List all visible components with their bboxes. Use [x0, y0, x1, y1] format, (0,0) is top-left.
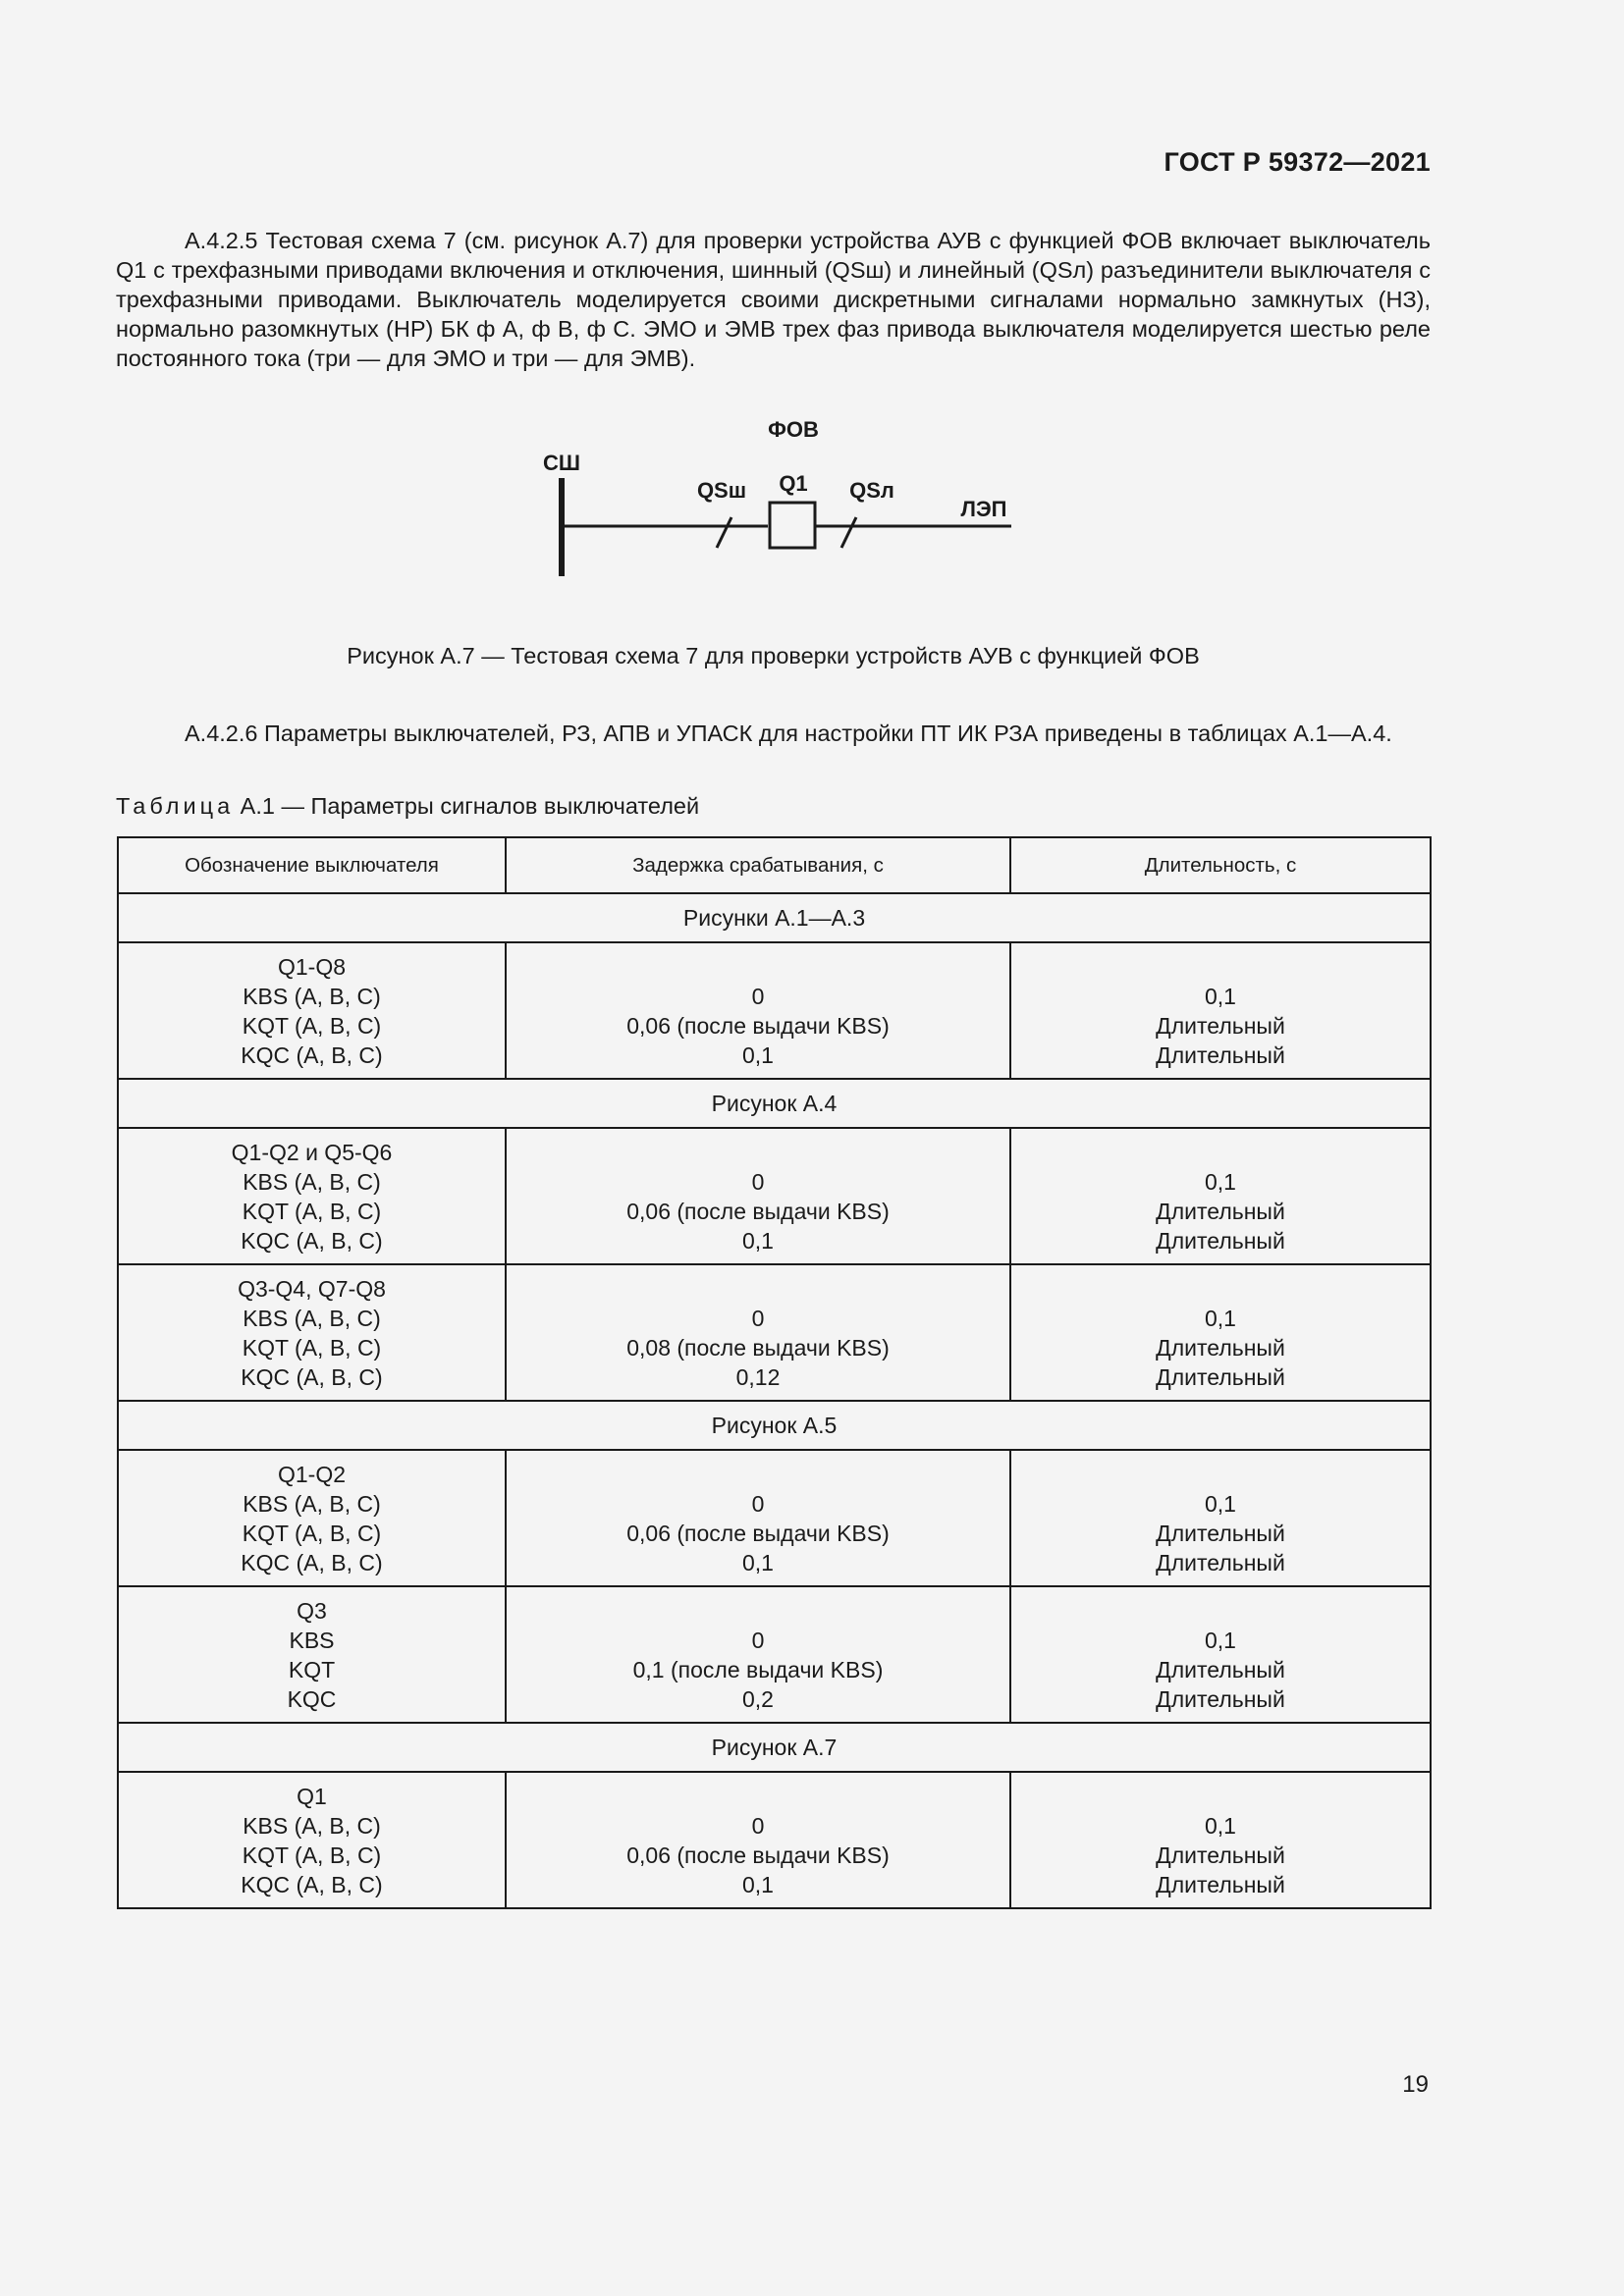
cell-line: Длительный [1156, 1012, 1285, 1039]
table-header-row [118, 837, 1431, 893]
cell-line: Длительный [1156, 1685, 1285, 1712]
breaker-label: Q1 [779, 471, 808, 496]
table-row [118, 1450, 1431, 1586]
section-row [118, 1723, 1431, 1772]
cell-line: 0,1 [1205, 1490, 1236, 1517]
cell-line: KQC (A, B, C) [241, 1871, 383, 1897]
cell-line: Длительный [1156, 1520, 1285, 1546]
paragraph-a-4-2-6 [116, 719, 1431, 748]
cell-line: KBS (A, B, C) [243, 1490, 381, 1517]
cell-line: 0,1 [1205, 1627, 1236, 1653]
header-delay: Задержка срабатывания, с [506, 837, 1010, 893]
cell-designation [118, 1586, 506, 1723]
cell-line: KQT (A, B, C) [242, 1334, 382, 1361]
cell-designation [118, 1772, 506, 1908]
cell-line: 0,1 [1205, 1812, 1236, 1839]
section-title: Рисунок А.5 [118, 1401, 1431, 1450]
cell-spacer [1011, 1274, 1430, 1304]
cell-line: Длительный [1156, 1041, 1285, 1068]
cell-line: Q3 [297, 1597, 327, 1624]
paragraph-a-4-2-5 [116, 226, 1431, 373]
table-row [118, 1264, 1431, 1401]
cell-line: Q1-Q2 и Q5-Q6 [231, 1139, 393, 1165]
cell-duration [1010, 942, 1431, 1079]
cell-line: Q3-Q4, Q7-Q8 [238, 1275, 386, 1302]
header-designation: Обозначение выключателя [118, 837, 506, 893]
cell-delay [506, 1128, 1010, 1264]
cell-delay [506, 1772, 1010, 1908]
header-duration: Длительность, с [1010, 837, 1431, 893]
cell-spacer [507, 1460, 1009, 1489]
cell-delay [506, 1450, 1010, 1586]
table-row [118, 942, 1431, 1079]
line-disconnector-symbol [841, 517, 856, 548]
cell-line: 0 [751, 1490, 765, 1517]
cell-line: 0 [751, 1305, 765, 1331]
cell-line: 0,2 [742, 1685, 774, 1712]
cell-line: Длительный [1156, 1656, 1285, 1682]
cell-line: KBS (A, B, C) [243, 983, 381, 1009]
cell-spacer [507, 1782, 1009, 1811]
paragraph-a-4-2-5-text: А.4.2.5 Тестовая схема 7 (см. рисунок А.7) для проверки устройства АУВ с функцией ФОВ включает выключатель Q1 с трехфазными приводами включения и отключения, шинный (QSш) и линейный (QSл) разъединители выключателя с трехфазными приводами. Выключатель моделируется своими дискретными сигналами нормально замкнутых (НЗ), нормально разомкнутых (НР) БК ф А, ф В, ф С. ЭМО и ЭМВ трех фаз привода выключателя моделируется шестью реле постоянного тока (три — для ЭМО и три — для ЭМВ). [116, 228, 1431, 371]
cell-line: 0 [751, 1812, 765, 1839]
line-label: ЛЭП [960, 497, 1007, 521]
section-row [118, 1079, 1431, 1128]
cell-line: 0,1 [742, 1041, 774, 1068]
line-disconnector-label: QSл [849, 478, 894, 503]
cell-line: KQC (A, B, C) [241, 1041, 383, 1068]
cell-spacer [1011, 1596, 1430, 1626]
cell-line: KQT (A, B, C) [242, 1012, 382, 1039]
cell-delay [506, 942, 1010, 1079]
cell-line: KQC (A, B, C) [241, 1363, 383, 1390]
cell-spacer [507, 1274, 1009, 1304]
cell-line: Длительный [1156, 1363, 1285, 1390]
cell-designation [118, 1128, 506, 1264]
cell-line: 0 [751, 983, 765, 1009]
table-title-text: А.1 — Параметры сигналов выключателей [234, 793, 700, 819]
cell-spacer [507, 1138, 1009, 1167]
cell-line: 0,06 (после выдачи KBS) [626, 1842, 890, 1868]
cell-line: Длительный [1156, 1549, 1285, 1575]
cell-spacer [507, 952, 1009, 982]
cell-designation [118, 1264, 506, 1401]
figure-caption: Рисунок А.7 — Тестовая схема 7 для проверки устройств АУВ с функцией ФОВ [347, 643, 1200, 668]
cell-line: 0,1 [1205, 1168, 1236, 1195]
section-row [118, 893, 1431, 942]
bus-disconnector-symbol [717, 517, 731, 548]
cell-line: 0,1 [1205, 1305, 1236, 1331]
cell-duration [1010, 1128, 1431, 1264]
cell-line: KBS [289, 1627, 335, 1653]
cell-line: 0,1 [742, 1549, 774, 1575]
document-code: ГОСТ Р 59372—2021 [1164, 147, 1431, 177]
cell-line: 0,06 (после выдачи KBS) [626, 1520, 890, 1546]
cell-line: Длительный [1156, 1871, 1285, 1897]
cell-line: 0,12 [735, 1363, 781, 1390]
cell-line: KQC (A, B, C) [241, 1227, 383, 1254]
cell-line: KQT (A, B, C) [242, 1198, 382, 1224]
section-title: Рисунок А.4 [118, 1079, 1431, 1128]
cell-line: 0,1 [1205, 983, 1236, 1009]
page-number: 19 [1402, 2071, 1429, 2098]
diagram-title: ФОВ [768, 417, 819, 442]
cell-line: Длительный [1156, 1842, 1285, 1868]
cell-line: Длительный [1156, 1227, 1285, 1254]
cell-line: 0,08 (после выдачи KBS) [626, 1334, 890, 1361]
cell-spacer [507, 1596, 1009, 1626]
cell-line: Q1 [297, 1783, 327, 1809]
cell-line: 0 [751, 1168, 765, 1195]
cell-line: KBS (A, B, C) [243, 1812, 381, 1839]
cell-line: KQT (A, B, C) [242, 1842, 382, 1868]
cell-duration [1010, 1772, 1431, 1908]
cell-duration [1010, 1586, 1431, 1723]
cell-duration [1010, 1264, 1431, 1401]
cell-line: KBS (A, B, C) [243, 1305, 381, 1331]
cell-designation [118, 1450, 506, 1586]
table-row [118, 1128, 1431, 1264]
cell-line: Q1-Q2 [277, 1461, 347, 1487]
cell-line: 0 [751, 1627, 765, 1653]
section-row [118, 1401, 1431, 1450]
cell-line: KQT (A, B, C) [242, 1520, 382, 1546]
cell-designation [118, 942, 506, 1079]
cell-line: Длительный [1156, 1334, 1285, 1361]
breaker-symbol [770, 503, 815, 548]
cell-delay [506, 1586, 1010, 1723]
paragraph-a-4-2-6-text: А.4.2.6 Параметры выключателей, РЗ, АПВ и УПАСК для настройки ПТ ИК РЗА приведены в таблицах А.1—А.4. [185, 721, 1392, 746]
cell-line: 0,1 [742, 1227, 774, 1254]
table-row [118, 1586, 1431, 1723]
table-row [118, 1772, 1431, 1908]
cell-line: KQC (A, B, C) [241, 1549, 383, 1575]
section-title: Рисунок А.7 [118, 1723, 1431, 1772]
cell-spacer [1011, 1460, 1430, 1489]
bus-disconnector-label: QSш [696, 478, 747, 503]
cell-delay [506, 1264, 1010, 1401]
cell-line: 0,06 (после выдачи KBS) [626, 1198, 890, 1224]
bus-label: СШ [543, 451, 580, 475]
table-title-prefix: Таблица [116, 793, 235, 819]
cell-spacer [1011, 1782, 1430, 1811]
test-scheme-7-diagram [520, 407, 1031, 584]
table-body [118, 893, 1431, 1908]
cell-spacer [1011, 952, 1430, 982]
cell-line: 0,06 (после выдачи KBS) [626, 1012, 890, 1039]
section-title: Рисунки А.1—А.3 [118, 893, 1431, 942]
cell-line: KBS (A, B, C) [243, 1168, 381, 1195]
table-title [116, 793, 699, 820]
breaker-signal-table [117, 836, 1432, 1909]
cell-line: 0,1 [742, 1871, 774, 1897]
cell-line: KQT [288, 1656, 336, 1682]
cell-line: Длительный [1156, 1198, 1285, 1224]
cell-spacer [1011, 1138, 1430, 1167]
cell-line: 0,1 (после выдачи KBS) [632, 1656, 884, 1682]
cell-line: Q1-Q8 [277, 953, 347, 980]
cell-duration [1010, 1450, 1431, 1586]
cell-line: KQC [287, 1685, 337, 1712]
